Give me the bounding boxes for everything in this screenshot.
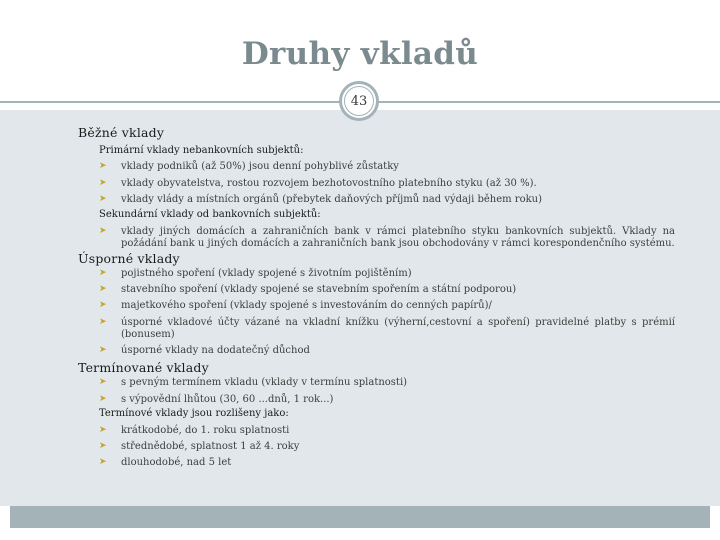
arrow-bullet-icon: ➤ — [99, 284, 107, 294]
arrow-bullet-icon: ➤ — [99, 425, 107, 435]
subheading-split: Termínové vklady jsou rozlišeny jako: — [99, 408, 289, 419]
arrow-bullet-icon: ➤ — [99, 394, 107, 404]
section-heading-usporne: Úsporné vklady — [78, 251, 180, 266]
arrow-bullet-icon: ➤ — [99, 300, 107, 310]
list-item: ➤ majetkového spoření (vklady spojené s investováním do cenných papírů)/ — [99, 300, 492, 311]
list-item: ➤ pojistného spoření (vklady spojené s životním pojištěním) — [99, 268, 412, 279]
page-number-badge — [339, 81, 379, 121]
subheading-secondary: Sekundární vklady od bankovních subjektů: — [99, 209, 321, 220]
arrow-bullet-icon: ➤ — [99, 345, 107, 355]
subheading-primary: Primární vklady nebankovních subjektů: — [99, 145, 304, 156]
arrow-bullet-icon: ➤ — [99, 194, 107, 204]
arrow-bullet-icon: ➤ — [99, 161, 107, 171]
arrow-bullet-icon: ➤ — [99, 226, 107, 236]
page-number: 43 — [344, 86, 374, 116]
arrow-bullet-icon: ➤ — [99, 317, 107, 327]
list-item: ➤ dlouhodobé, nad 5 let — [99, 457, 232, 468]
footer-band — [10, 506, 710, 528]
arrow-bullet-icon: ➤ — [99, 441, 107, 451]
list-item: ➤ vklady obyvatelstva, rostou rozvojem bezhotovostního platebního styku (až 30 %). — [99, 178, 537, 189]
list-item: ➤ krátkodobé, do 1. roku splatnosti — [99, 425, 290, 436]
section-heading-terminovane: Termínované vklady — [78, 360, 209, 375]
arrow-bullet-icon: ➤ — [99, 268, 107, 278]
slide-title: Druhy vkladů — [241, 36, 479, 72]
section-heading-bezne: Běžné vklady — [78, 125, 165, 140]
list-item: ➤ vklady vlády a místních orgánů (přebytek daňových příjmů nad výdaji během roku) — [99, 194, 543, 205]
list-item: ➤ vklady podniků (až 50%) jsou denní pohyblivé zůstatky — [99, 161, 399, 172]
list-item: ➤ úsporné vkladové účty vázané na vkladní knížku (výherní,cestovní a spoření) pravidelné platby s prémií (bonusem) — [99, 317, 675, 340]
list-item: ➤ vklady jiných domácích a zahraničních bank v rámci platebního styku bankovních subjektů. Vklady na požádání bank u jiných domácích a zahraničních bank jsou obchodovány v rámci korespondenčního systému. — [99, 226, 675, 249]
arrow-bullet-icon: ➤ — [99, 178, 107, 188]
list-item: ➤ s pevným termínem vkladu (vklady v termínu splatnosti) — [99, 377, 408, 388]
list-item: ➤ s výpovědní lhůtou (30, 60 ...dnů, 1 rok...) — [99, 394, 334, 405]
list-item: ➤ úsporné vklady na dodatečný důchod — [99, 345, 310, 356]
list-item: ➤ stavebního spoření (vklady spojené se stavebním spořením a státní podporou) — [99, 284, 517, 295]
arrow-bullet-icon: ➤ — [99, 457, 107, 467]
list-item: ➤ střednědobé, splatnost 1 až 4. roky — [99, 441, 300, 452]
arrow-bullet-icon: ➤ — [99, 377, 107, 387]
